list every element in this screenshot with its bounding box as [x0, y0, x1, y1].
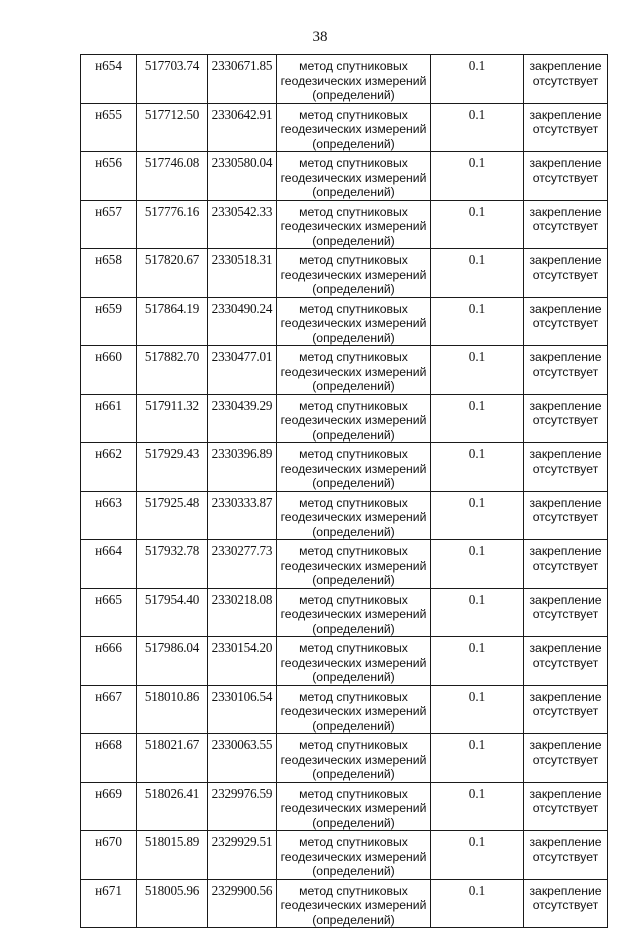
y-coordinate-cell: 2330642.91 [208, 103, 277, 152]
x-coordinate-cell: 517929.43 [137, 443, 208, 492]
accuracy-cell: 0.1 [431, 637, 524, 686]
x-coordinate-cell: 518021.67 [137, 734, 208, 783]
accuracy-cell: 0.1 [431, 734, 524, 783]
x-coordinate-cell: 517776.16 [137, 200, 208, 249]
x-coordinate-cell: 517986.04 [137, 637, 208, 686]
method-cell: метод спутниковых геодезических измерений (определений) [277, 879, 431, 928]
point-id-cell: н658 [81, 249, 137, 298]
y-coordinate-cell: 2330671.85 [208, 55, 277, 104]
accuracy-cell: 0.1 [431, 879, 524, 928]
x-coordinate-cell: 517703.74 [137, 55, 208, 104]
accuracy-cell: 0.1 [431, 443, 524, 492]
fixing-cell: закрепление отсутствует [524, 540, 608, 589]
y-coordinate-cell: 2330106.54 [208, 685, 277, 734]
table-row [81, 831, 608, 880]
y-coordinate-cell: 2330542.33 [208, 200, 277, 249]
point-id-cell: н655 [81, 103, 137, 152]
fixing-cell: закрепление отсутствует [524, 491, 608, 540]
x-coordinate-cell: 517954.40 [137, 588, 208, 637]
fixing-cell: закрепление отсутствует [524, 200, 608, 249]
table-row [81, 879, 608, 928]
accuracy-cell: 0.1 [431, 540, 524, 589]
method-cell: метод спутниковых геодезических измерений (определений) [277, 831, 431, 880]
method-cell: метод спутниковых геодезических измерений (определений) [277, 588, 431, 637]
point-id-cell: н664 [81, 540, 137, 589]
method-cell: метод спутниковых геодезических измерений (определений) [277, 685, 431, 734]
accuracy-cell: 0.1 [431, 394, 524, 443]
fixing-cell: закрепление отсутствует [524, 685, 608, 734]
x-coordinate-cell: 517925.48 [137, 491, 208, 540]
y-coordinate-cell: 2330333.87 [208, 491, 277, 540]
table-row [81, 588, 608, 637]
x-coordinate-cell: 517864.19 [137, 297, 208, 346]
fixing-cell: закрепление отсутствует [524, 637, 608, 686]
fixing-cell: закрепление отсутствует [524, 103, 608, 152]
table-row [81, 394, 608, 443]
accuracy-cell: 0.1 [431, 782, 524, 831]
table-row [81, 297, 608, 346]
accuracy-cell: 0.1 [431, 249, 524, 298]
table-row [81, 734, 608, 783]
method-cell: метод спутниковых геодезических измерений (определений) [277, 637, 431, 686]
method-cell: метод спутниковых геодезических измерений (определений) [277, 152, 431, 201]
table-row [81, 540, 608, 589]
table-row [81, 782, 608, 831]
table-row [81, 685, 608, 734]
y-coordinate-cell: 2330063.55 [208, 734, 277, 783]
method-cell: метод спутниковых геодезических измерений (определений) [277, 734, 431, 783]
accuracy-cell: 0.1 [431, 297, 524, 346]
point-id-cell: н662 [81, 443, 137, 492]
fixing-cell: закрепление отсутствует [524, 346, 608, 395]
point-id-cell: н665 [81, 588, 137, 637]
table-row [81, 491, 608, 540]
page-number: 38 [312, 29, 328, 45]
y-coordinate-cell: 2330218.08 [208, 588, 277, 637]
y-coordinate-cell: 2330396.89 [208, 443, 277, 492]
point-id-cell: н667 [81, 685, 137, 734]
accuracy-cell: 0.1 [431, 200, 524, 249]
x-coordinate-cell: 518015.89 [137, 831, 208, 880]
accuracy-cell: 0.1 [431, 346, 524, 395]
method-cell: метод спутниковых геодезических измерений (определений) [277, 297, 431, 346]
fixing-cell: закрепление отсутствует [524, 831, 608, 880]
x-coordinate-cell: 517932.78 [137, 540, 208, 589]
method-cell: метод спутниковых геодезических измерений (определений) [277, 782, 431, 831]
point-id-cell: н654 [81, 55, 137, 104]
x-coordinate-cell: 517746.08 [137, 152, 208, 201]
x-coordinate-cell: 517712.50 [137, 103, 208, 152]
point-id-cell: н659 [81, 297, 137, 346]
point-id-cell: н666 [81, 637, 137, 686]
method-cell: метод спутниковых геодезических измерений (определений) [277, 55, 431, 104]
accuracy-cell: 0.1 [431, 685, 524, 734]
y-coordinate-cell: 2330154.20 [208, 637, 277, 686]
accuracy-cell: 0.1 [431, 588, 524, 637]
method-cell: метод спутниковых геодезических измерений (определений) [277, 346, 431, 395]
method-cell: метод спутниковых геодезических измерений (определений) [277, 540, 431, 589]
y-coordinate-cell: 2330439.29 [208, 394, 277, 443]
x-coordinate-cell: 517882.70 [137, 346, 208, 395]
accuracy-cell: 0.1 [431, 152, 524, 201]
coordinates-table [80, 54, 608, 928]
table-row [81, 249, 608, 298]
point-id-cell: н671 [81, 879, 137, 928]
x-coordinate-cell: 518026.41 [137, 782, 208, 831]
table-row [81, 152, 608, 201]
x-coordinate-cell: 518010.86 [137, 685, 208, 734]
table-row [81, 443, 608, 492]
y-coordinate-cell: 2330277.73 [208, 540, 277, 589]
x-coordinate-cell: 517911.32 [137, 394, 208, 443]
method-cell: метод спутниковых геодезических измерений (определений) [277, 200, 431, 249]
x-coordinate-cell: 517820.67 [137, 249, 208, 298]
fixing-cell: закрепление отсутствует [524, 443, 608, 492]
y-coordinate-cell: 2330518.31 [208, 249, 277, 298]
table-row [81, 637, 608, 686]
x-coordinate-cell: 518005.96 [137, 879, 208, 928]
y-coordinate-cell: 2329976.59 [208, 782, 277, 831]
fixing-cell: закрепление отсутствует [524, 782, 608, 831]
fixing-cell: закрепление отсутствует [524, 297, 608, 346]
point-id-cell: н663 [81, 491, 137, 540]
table-body [81, 55, 608, 928]
point-id-cell: н657 [81, 200, 137, 249]
y-coordinate-cell: 2329900.56 [208, 879, 277, 928]
fixing-cell: закрепление отсутствует [524, 734, 608, 783]
y-coordinate-cell: 2330490.24 [208, 297, 277, 346]
accuracy-cell: 0.1 [431, 103, 524, 152]
table-row [81, 103, 608, 152]
point-id-cell: н670 [81, 831, 137, 880]
table-row [81, 55, 608, 104]
fixing-cell: закрепление отсутствует [524, 394, 608, 443]
point-id-cell: н660 [81, 346, 137, 395]
method-cell: метод спутниковых геодезических измерений (определений) [277, 103, 431, 152]
fixing-cell: закрепление отсутствует [524, 879, 608, 928]
accuracy-cell: 0.1 [431, 831, 524, 880]
method-cell: метод спутниковых геодезических измерений (определений) [277, 443, 431, 492]
fixing-cell: закрепление отсутствует [524, 152, 608, 201]
point-id-cell: н656 [81, 152, 137, 201]
point-id-cell: н668 [81, 734, 137, 783]
fixing-cell: закрепление отсутствует [524, 588, 608, 637]
method-cell: метод спутниковых геодезических измерений (определений) [277, 491, 431, 540]
fixing-cell: закрепление отсутствует [524, 55, 608, 104]
accuracy-cell: 0.1 [431, 491, 524, 540]
y-coordinate-cell: 2329929.51 [208, 831, 277, 880]
y-coordinate-cell: 2330580.04 [208, 152, 277, 201]
point-id-cell: н669 [81, 782, 137, 831]
method-cell: метод спутниковых геодезических измерений (определений) [277, 394, 431, 443]
y-coordinate-cell: 2330477.01 [208, 346, 277, 395]
table-row [81, 346, 608, 395]
fixing-cell: закрепление отсутствует [524, 249, 608, 298]
method-cell: метод спутниковых геодезических измерений (определений) [277, 249, 431, 298]
table-row [81, 200, 608, 249]
accuracy-cell: 0.1 [431, 55, 524, 104]
point-id-cell: н661 [81, 394, 137, 443]
